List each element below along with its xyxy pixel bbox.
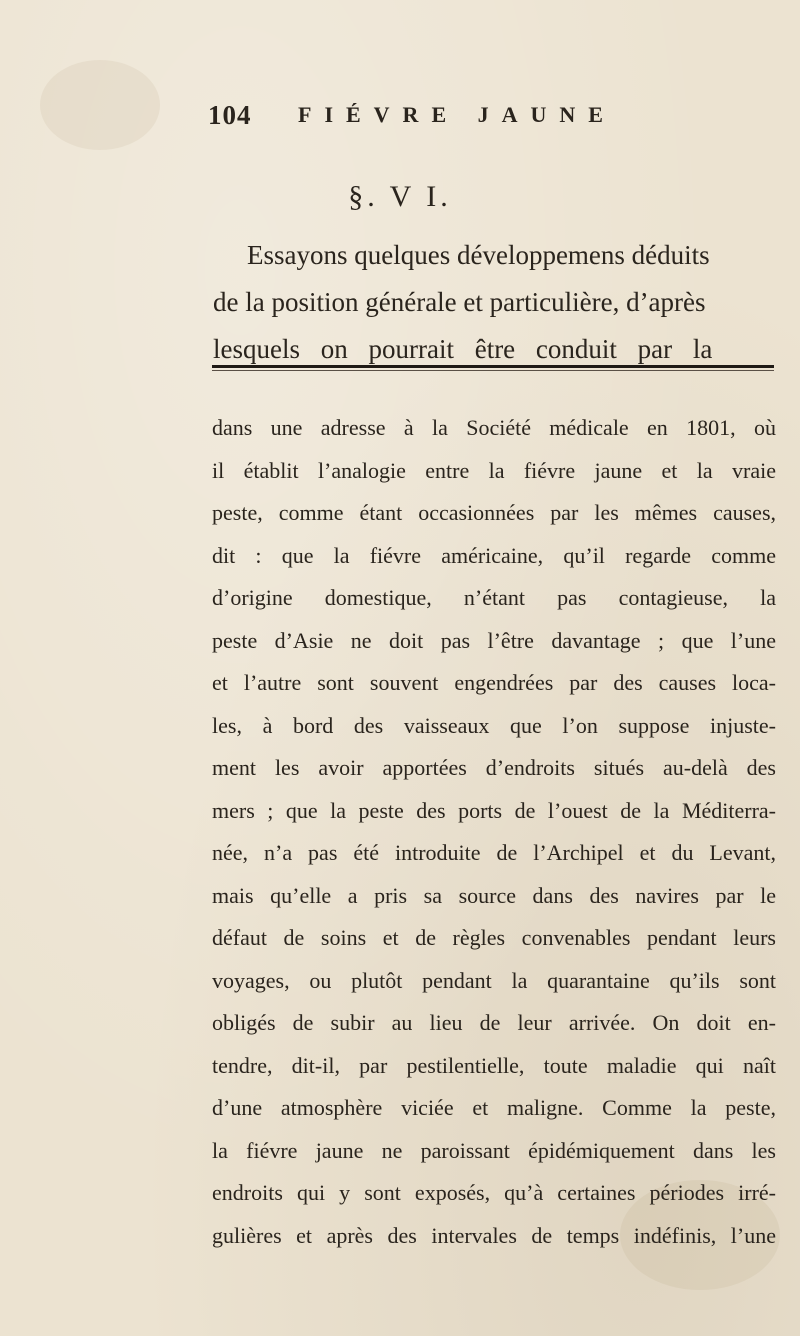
body-paragraph — [212, 407, 776, 1257]
body-line: ment les avoir apportées d’endroits situés au-delà des — [212, 755, 776, 780]
body-line: il établit l’analogie entre la fiévre jaune et la vraie — [212, 457, 776, 483]
body-line: voyages, ou plutôt pendant la quarantaine qu’ils sont — [212, 967, 776, 993]
intro-line: de la position générale et particulière, d’après — [213, 287, 706, 317]
body-line: endroits qui y sont exposés, qu’à certaines périodes irré- — [212, 1180, 776, 1205]
body-line: tendre, dit-il, par pestilentielle, toute maladie qui naît — [212, 1052, 776, 1078]
body-line: née, n’a pas été introduite de l’Archipel et du Levant, — [212, 840, 776, 865]
body-line: peste, comme étant occasionnées par les mêmes causes, — [212, 500, 776, 525]
intro-line: lesquels on pourrait être conduit par la — [213, 334, 713, 364]
body-line: mers ; que la peste des ports de l’ouest de la Méditerra- — [212, 797, 776, 823]
body-line: mais qu’elle a pris sa source dans des navires par le — [212, 882, 776, 908]
footnote-rule-thin — [212, 370, 774, 371]
section-heading: §. V I. — [348, 180, 452, 213]
body-line: obligés de subir au lieu de leur arrivée. On doit en- — [212, 1010, 776, 1035]
body-line: d’origine domestique, n’étant pas contagieuse, la — [212, 585, 776, 610]
body-line: peste d’Asie ne doit pas l’être davantage ; que l’une — [212, 627, 776, 653]
body-line: dans une adresse à la Société médicale en 1801, où — [212, 415, 776, 440]
paper-stain — [40, 60, 160, 150]
footnote-rule — [212, 365, 774, 368]
body-line: les, à bord des vaisseaux que l’on suppose injuste- — [212, 712, 776, 738]
page-number: 104 — [208, 100, 252, 130]
body-line: dit : que la fiévre américaine, qu’il regarde comme — [212, 542, 776, 568]
intro-paragraph — [213, 232, 773, 373]
page-header — [208, 100, 768, 140]
body-line: gulières et après des intervales de temps indéfinis, l’une — [212, 1222, 776, 1248]
body-line: défaut de soins et de règles convenables pendant leurs — [212, 925, 776, 950]
running-title: FIÉVRE JAUNE — [298, 102, 616, 127]
body-line: et l’autre sont souvent engendrées par des causes loca- — [212, 670, 776, 695]
body-line: la fiévre jaune ne paroissant épidémiquement dans les — [212, 1137, 776, 1163]
intro-line: Essayons quelques développemens déduits — [247, 240, 710, 270]
body-line: d’une atmosphère viciée et maligne. Comme la peste, — [212, 1095, 776, 1120]
